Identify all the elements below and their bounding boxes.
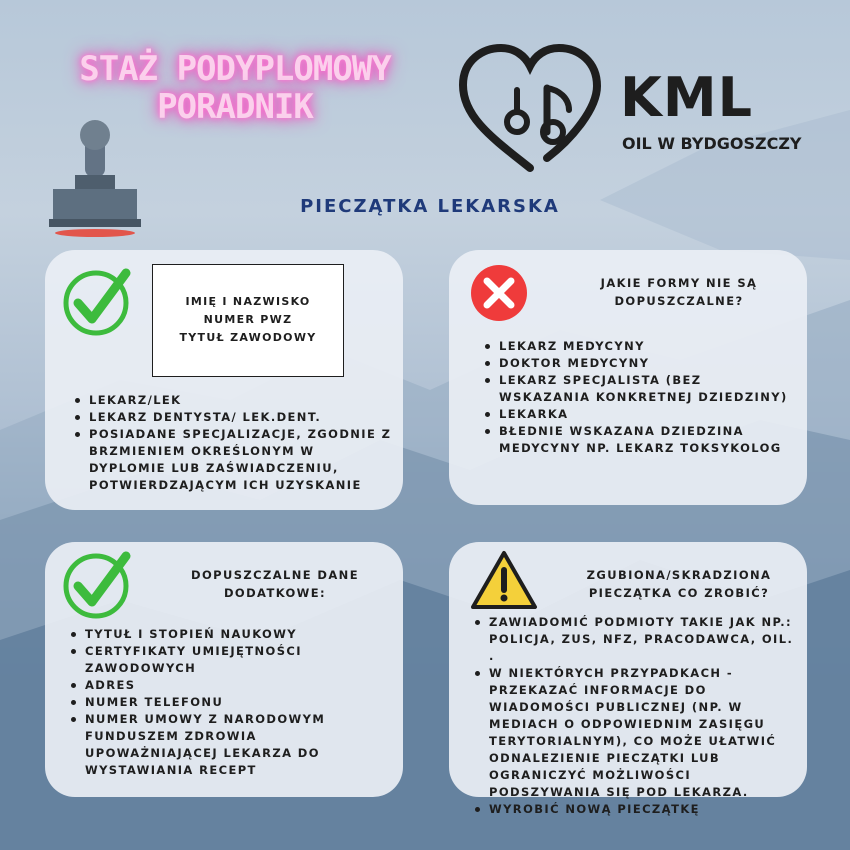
list-item: NUMER UMOWY Z NARODOWYM FUNDUSZEM ZDROWIA UPOWAŻNIAJĄCEJ LEKARZA DO WYSTAWIANIA RECEPT [69, 711, 389, 779]
not-allowed-forms-list [483, 338, 793, 457]
additional-data-heading [155, 566, 395, 602]
brand-name: KML [620, 66, 753, 129]
list-item: LEKARZ MEDYCYNY [483, 338, 793, 355]
heading-line-2: DOPUSZCZALNE? [614, 294, 744, 308]
list-item: TYTUŁ I STOPIEŃ NAUKOWY [69, 626, 389, 643]
x-circle-icon [470, 264, 528, 322]
list-item: ADRES [69, 677, 389, 694]
section-title: PIECZĄTKA LEKARSKA [300, 196, 560, 217]
lost-stamp-heading [559, 566, 799, 602]
stamp-line-pwz: NUMER PWZ [203, 313, 293, 326]
heading-line-1: DOPUSZCZALNE DANE [191, 568, 359, 582]
additional-data-list [69, 626, 389, 779]
heading-line-2: PIECZĄTKA CO ZROBIĆ? [588, 586, 770, 600]
heart-music-logo [455, 40, 605, 180]
list-item: NUMER TELEFONU [69, 694, 389, 711]
brand-subtitle: OIL W BYDGOSZCZY [622, 134, 802, 153]
list-item: POSIADANE SPECJALIZACJE, ZGODNIE Z BRZMIENIEM OKREŚLONYM W DYPLOMIE LUB ZAŚWIADCZENIU, POTWIERDZAJĄCYM ICH UZYSKANIE [73, 426, 393, 494]
warning-triangle-icon [470, 550, 538, 610]
list-item: LEKARZ/LEK [73, 392, 393, 409]
list-item: LEKARZ SPECJALISTA (BEZ WSKAZANIA KONKRETNEJ DZIEDZINY) [483, 372, 793, 406]
list-item: W NIEKTÓRYCH PRZYPADKACH - PRZEKAZAĆ INFORMACJE DO WIADOMOŚCI PUBLICZNEJ (NP. W MEDIACH O ODPOWIEDNIM ZASIĘGU TERYTORIALNYM), CO MOŻE UŁATWIĆ ODNALEZIENIE PIECZĄTKI LUB OGRANICZYĆ MOŻLIWOŚCI PODSZYWANIA SIĘ POD LEKARZA. [473, 665, 799, 801]
title-line-1: STAŻ PODYPLOMOWY [79, 49, 391, 89]
stamp-line-name: IMIĘ I NAZWISKO [185, 295, 311, 308]
list-item: LEKARKA [483, 406, 793, 423]
rubber-stamp-icon [45, 115, 145, 240]
heading-line-1: ZGUBIONA/SKRADZIONA [586, 568, 772, 582]
allowed-forms-list [73, 392, 393, 494]
heading-line-1: JAKIE FORMY NIE SĄ [600, 276, 758, 290]
list-item: LEKARZ DENTYSTA/ LEK.DENT. [73, 409, 393, 426]
list-item: BŁEDNIE WSKAZANA DZIEDZINA MEDYCYNY NP. LEKARZ TOKSYKOLOG [483, 423, 793, 457]
check-circle-icon [62, 548, 134, 620]
allowed-forms-content [45, 250, 403, 510]
not-allowed-heading [559, 274, 799, 310]
lost-stamp-list [473, 614, 799, 818]
stamp-line-title: TYTUŁ ZAWODOWY [179, 331, 317, 344]
heading-line-2: DODATKOWE: [223, 586, 327, 600]
list-item: ZAWIADOMIĆ PODMIOTY TAKIE JAK NP.: POLICJA, ZUS, NFZ, PRACODAWCA, OIL. . [473, 614, 799, 665]
list-item: DOKTOR MEDYCYNY [483, 355, 793, 372]
title-line-2: PORADNIK [157, 87, 313, 127]
list-item: WYROBIĆ NOWĄ PIECZĄTKĘ [473, 801, 799, 818]
list-item: CERTYFIKATY UMIEJĘTNOŚCI ZAWODOWYCH [69, 643, 389, 677]
